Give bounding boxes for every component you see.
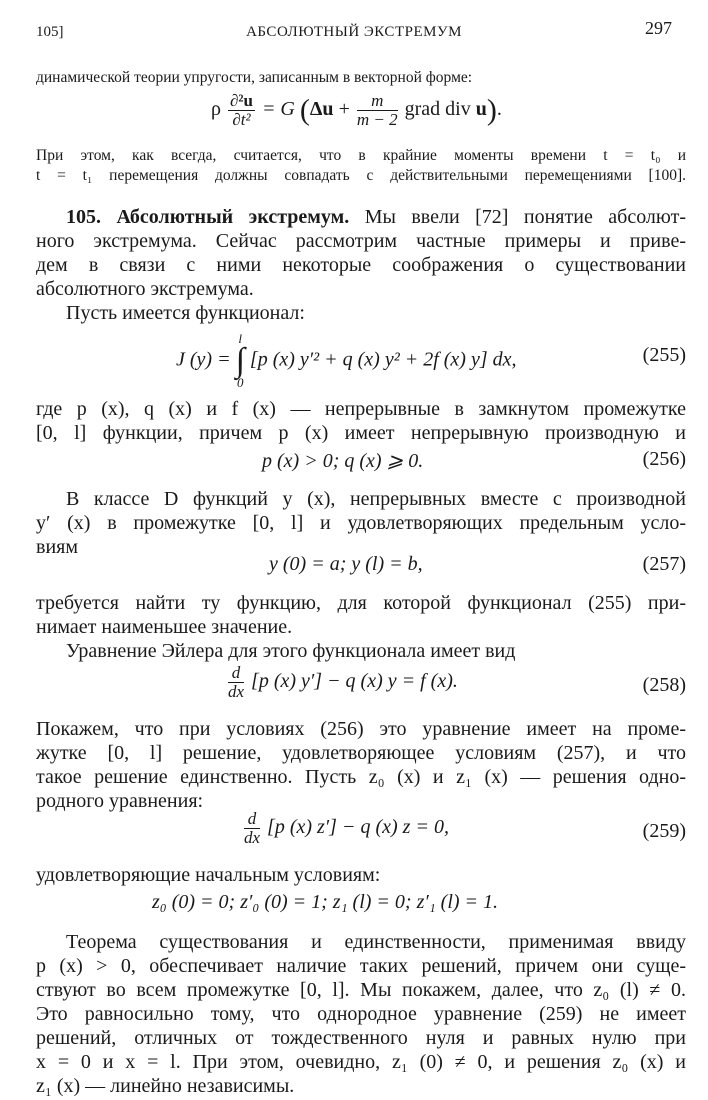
denominator: ∂t² xyxy=(232,110,251,129)
eq-symbol: ρ xyxy=(211,98,221,121)
text-line: Это равносильно тому, что однородное уравнение (259) не имеет xyxy=(36,1003,686,1025)
running-header xyxy=(36,18,672,48)
equation-number: (257) xyxy=(642,553,686,575)
eq-text: . xyxy=(496,98,502,121)
text-line: x = 0 и x = l. При этом, очевидно, z₁ (0) ≠ 0, и решения z₀ (x) и xyxy=(36,1051,686,1073)
page-number: 297 xyxy=(645,18,672,38)
text-line: где p (x), q (x) и f (x) — непрерывные в замкнутом промежутке xyxy=(36,398,686,420)
integral-sign xyxy=(236,332,245,390)
text-line: При этом, как всегда, считается, что в крайние моменты времени t = t₀ и xyxy=(36,147,686,164)
eq-text: = G xyxy=(261,98,295,121)
text-line: удовлетворяющие начальным условиям: xyxy=(36,864,381,886)
section-marker: 105] xyxy=(36,24,64,40)
text-line: В классе D функций y (x), непрерывных вместе с производной xyxy=(66,488,686,510)
equation-257 xyxy=(36,553,686,593)
numerator: d xyxy=(244,810,260,829)
text-line: нимает наименьшее значение. xyxy=(36,616,293,638)
eq-text: y (0) = a; y (l) = b, xyxy=(269,553,423,575)
fraction xyxy=(228,664,244,701)
text-line: такое решение единственно. Пусть z₀ (x) и z₁ (x) — решения одно- xyxy=(36,766,686,788)
section-heading: 105. Абсолютный экстремум. xyxy=(66,206,350,228)
text-line: дем в связи с ними некоторые соображения о существовании xyxy=(36,254,686,276)
text-line: Теорема существования и единственности, применимая ввиду xyxy=(66,931,686,953)
equation-number: (256) xyxy=(642,448,686,470)
equation-259 xyxy=(36,810,686,856)
left-paren: ( xyxy=(299,93,310,127)
denominator: dx xyxy=(228,682,245,701)
fraction xyxy=(228,92,255,129)
eq-text: [p (x) z′] − q (x) z = 0, xyxy=(267,816,449,839)
eq-text: u xyxy=(475,98,487,121)
eq-text: J (y) = xyxy=(176,348,231,371)
fraction xyxy=(357,92,398,129)
text-line: t = t₁ перемещения должны совпадать с действительными перемещениями [100]. xyxy=(36,167,686,184)
eq-text: Δu xyxy=(309,98,334,121)
text-line: родного уравнения: xyxy=(36,790,204,812)
denominator: dx xyxy=(244,828,261,847)
numerator: m xyxy=(357,92,398,111)
text-line: Пусть имеется функционал: xyxy=(66,302,305,324)
equation-255 xyxy=(36,330,686,390)
eq-text: grad div xyxy=(404,98,471,121)
integral-symbol: ∫ xyxy=(235,342,245,379)
eq-text: + xyxy=(338,98,350,121)
numerator: d xyxy=(228,664,244,683)
text-line: z₁ (x) — линейно независимы. xyxy=(36,1075,295,1097)
equation-elasticity xyxy=(36,92,686,136)
equation-number: (259) xyxy=(642,820,686,842)
eq-text: z₀ (0) = 0; z′₀ (0) = 1; z₁ (l) = 0; z′₁ (l) = 1. xyxy=(152,891,499,913)
text-line: [0, l] функции, причем p (x) имеет непрерывную производную и xyxy=(36,422,686,444)
text-line: Мы ввели [72] понятие абсолют- xyxy=(364,206,686,228)
text-line: решений, отличных от тождественного нуля и равных нулю при xyxy=(36,1027,686,1049)
right-paren: ) xyxy=(486,93,497,127)
text-line: динамической теории упругости, записанным в векторной форме: xyxy=(36,69,473,86)
numerator: ∂²u xyxy=(229,91,253,110)
text-line: требуется найти ту функцию, для которой функционал (255) при- xyxy=(36,592,686,614)
eq-text: [p (x) y′² + q (x) y² + 2f (x) y] dx, xyxy=(249,348,517,371)
upper-limit: l xyxy=(238,331,243,346)
section-heading-line xyxy=(66,205,686,229)
running-title: АБСОЛЮТНЫЙ ЭКСТРЕМУМ xyxy=(246,24,462,40)
equation-number: (255) xyxy=(642,344,686,366)
denominator: m − 2 xyxy=(356,110,398,129)
eq-text: p (x) > 0; q (x) ⩾ 0. xyxy=(262,450,424,472)
text-line: Уравнение Эйлера для этого функционала имеет вид xyxy=(66,640,516,662)
text-line: p (x) > 0, обеспечивает наличие таких решений, причем они суще- xyxy=(36,955,686,977)
lower-limit: 0 xyxy=(236,375,244,390)
text-line: Покажем, что при условиях (256) это уравнение имеет на проме- xyxy=(36,718,686,740)
equation-258 xyxy=(36,664,686,710)
eq-text: [p (x) y′] − q (x) y = f (x). xyxy=(251,670,458,693)
equation-256 xyxy=(36,448,686,488)
text-line: виям xyxy=(36,536,79,558)
text-line: ного экстремума. Сейчас рассмотрим частные примеры и приве- xyxy=(36,230,686,252)
text-line: абсолютного экстремума. xyxy=(36,278,254,300)
text-line: жутке [0, l] решение, удовлетворяющее условиям (257), и что xyxy=(36,742,686,764)
equation-initial-conditions xyxy=(36,891,686,931)
fraction xyxy=(244,810,260,847)
text-line: ствуют во всем промежутке [0, l]. Мы покажем, далее, что z₀ (l) ≠ 0. xyxy=(36,979,686,1001)
equation-number: (258) xyxy=(642,674,686,696)
text-line: y′ (x) в промежутке [0, l] и удовлетворяющих предельным усло- xyxy=(36,512,686,534)
